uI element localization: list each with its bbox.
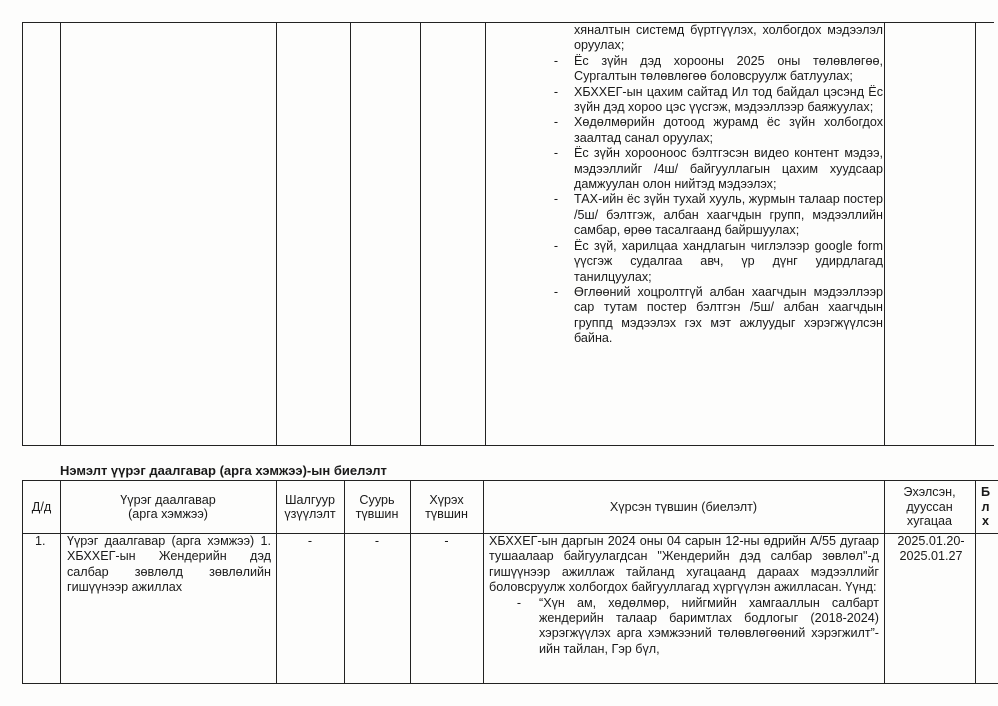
period-start: 2025.01.20-	[897, 534, 965, 548]
header-line: түвшин	[425, 507, 468, 521]
header-line: (арга хэмжээ)	[128, 507, 208, 521]
list-item	[546, 285, 883, 347]
bullet-text: “Хүн ам, хөдөлмөр, нийгмийн хамгааллын салбарт жендерийн талаар баримтлах бодлогыг (2018-2024) хэрэгжүүлэх арга хэмжээний төлөвлөгөөний хэрэгжилт”-ийн тайлан, Гэр бүл,	[539, 595, 879, 656]
dash-marker: -	[553, 284, 559, 299]
row-indicator: -	[307, 534, 313, 548]
column-divider	[60, 23, 61, 445]
dash-marker: -	[516, 595, 522, 610]
dash-marker: -	[553, 238, 559, 253]
bullet-text: ТАХ-ийн ёс зүйн тухай хууль, журмын талаар постер /5ш/ бэлтгэж, албан хаагчдын групп, мэдээллийн самбар, өрөө тасалгаанд байршуулах;	[574, 192, 883, 238]
dash-marker: -	[553, 146, 559, 161]
column-divider	[485, 23, 486, 445]
row-target: -	[444, 534, 449, 548]
header-line: х	[982, 514, 990, 529]
achieved-intro: ХБХХЕГ-ын даргын 2024 оны 04 сарын 12-ны өдрийн А/55 дугаар тушаалаар байгуулагдсан "Жендерийн дэд салбар зөвлөл"-д гишүүнээр ажиллаж тайланд хугацаанд дараах мэдээллийг боловсруулж холбогдох байгууллагад хүргүүлэн ажилласан. Үүнд:	[489, 534, 879, 595]
header-line: Эхэлсэн,	[903, 485, 956, 500]
header-indicator	[276, 481, 344, 533]
row-achieved	[489, 534, 879, 657]
header-line: Шалгуур	[285, 492, 335, 507]
list-item	[546, 146, 883, 192]
column-divider	[276, 23, 277, 445]
header-line: Б	[981, 485, 991, 500]
dash-marker: -	[553, 192, 559, 207]
header-line: Үүрэг даалгавар	[120, 492, 216, 507]
header-task-text	[120, 493, 215, 522]
dash-marker: -	[553, 53, 559, 68]
bullet-text: Өглөөний хоцролтгүй албан хаагчдын мэдээллээр сар тутам постер бэлтгэн /5ш/ албан хаагчдын группд мэдээлэх гэх мэт ажлуудыг хэрэгжүүлсэн байна.	[574, 284, 883, 346]
header-line: Хүрэх	[429, 492, 464, 507]
header-line: түвшин	[355, 507, 399, 521]
additional-tasks-table	[22, 480, 998, 684]
list-item	[546, 85, 883, 116]
header-task	[60, 481, 276, 533]
header-baseline-text	[356, 493, 399, 522]
header-line: хугацаа	[906, 514, 953, 529]
header-period-text	[903, 485, 955, 529]
row-period	[887, 534, 975, 565]
row-task: Үүрэг даалгавар (арга хэмжээ) 1. ХБХХЕГ-ын Жендерийн дэд салбар зөвлөлд зөвлөлийн гишүүнээр ажиллах	[67, 534, 271, 595]
header-target	[410, 481, 483, 533]
header-baseline	[344, 481, 410, 533]
header-line: үзүүлэлт	[284, 507, 336, 521]
row-baseline: -	[374, 534, 380, 548]
header-achieved-text: Хүрсэн түвшин (биелэлт)	[609, 499, 758, 514]
bullet-text: Ёс зүй, харилцаа хандлагын чиглэлээр google form үүсгэж судалгаа авч, үр дүнг удирдлагад танилцуулах;	[574, 238, 883, 284]
activity-table-continuation	[22, 22, 994, 446]
list-item	[546, 54, 883, 85]
header-indicator-text	[284, 493, 335, 522]
header-number-text: Д/д	[31, 499, 52, 514]
bullet-text: ХБХХЕГ-ын цахим сайтад Ил тод байдал цэсэнд Ёс зүйн дэд хороо цэс үүсгэж, мэдээллээр баяжуулах;	[574, 84, 883, 115]
bullet-text: Хөдөлмөрийн дотоод журамд ёс зүйн холбогдох заалтад санал оруулах;	[574, 115, 883, 145]
list-item	[489, 596, 879, 658]
column-divider	[884, 23, 885, 445]
achievement-cell	[546, 23, 883, 347]
section-heading: Нэмэлт үүрэг даалгавар (арга хэмжээ)-ын биелэлт	[60, 463, 387, 478]
list-item	[546, 192, 883, 238]
dash-marker: -	[553, 115, 559, 130]
list-item	[546, 115, 883, 146]
header-line: дууссан	[906, 499, 953, 514]
header-line: Суурь	[359, 492, 395, 507]
bullet-text: Ёс зүйн дэд хорооны 2025 оны төлөвлөгөө, Сургалтын төлөвлөгөө боловсруулж батлуулах;	[574, 53, 883, 84]
column-divider	[975, 23, 976, 445]
header-target-text	[425, 493, 468, 522]
continuation-text: хяналтын системд бүртгүүлэх, холбогдох мэдээлэл оруулах;	[574, 23, 883, 53]
header-number	[23, 481, 60, 533]
achieved-bullets	[489, 596, 879, 658]
header-clipped-text	[981, 485, 990, 529]
achievement-bullets	[546, 54, 883, 347]
header-line: л	[981, 499, 990, 514]
row-number: 1.	[35, 534, 46, 548]
dash-marker: -	[553, 84, 559, 99]
bullet-text: Ёс зүйн хорооноос бэлтгэсэн видео контент мэдээ, мэдээллийг /4ш/ байгууллагын цахим хуудсаар дамжуулан олон нийтэд мэдээлэх;	[574, 146, 883, 192]
header-achieved	[483, 481, 884, 533]
header-clipped-column	[981, 481, 998, 533]
column-divider	[350, 23, 351, 445]
list-item	[546, 239, 883, 285]
period-end: 2025.01.27	[899, 549, 963, 564]
header-period	[884, 481, 975, 533]
column-divider	[975, 481, 976, 683]
column-divider	[420, 23, 421, 445]
